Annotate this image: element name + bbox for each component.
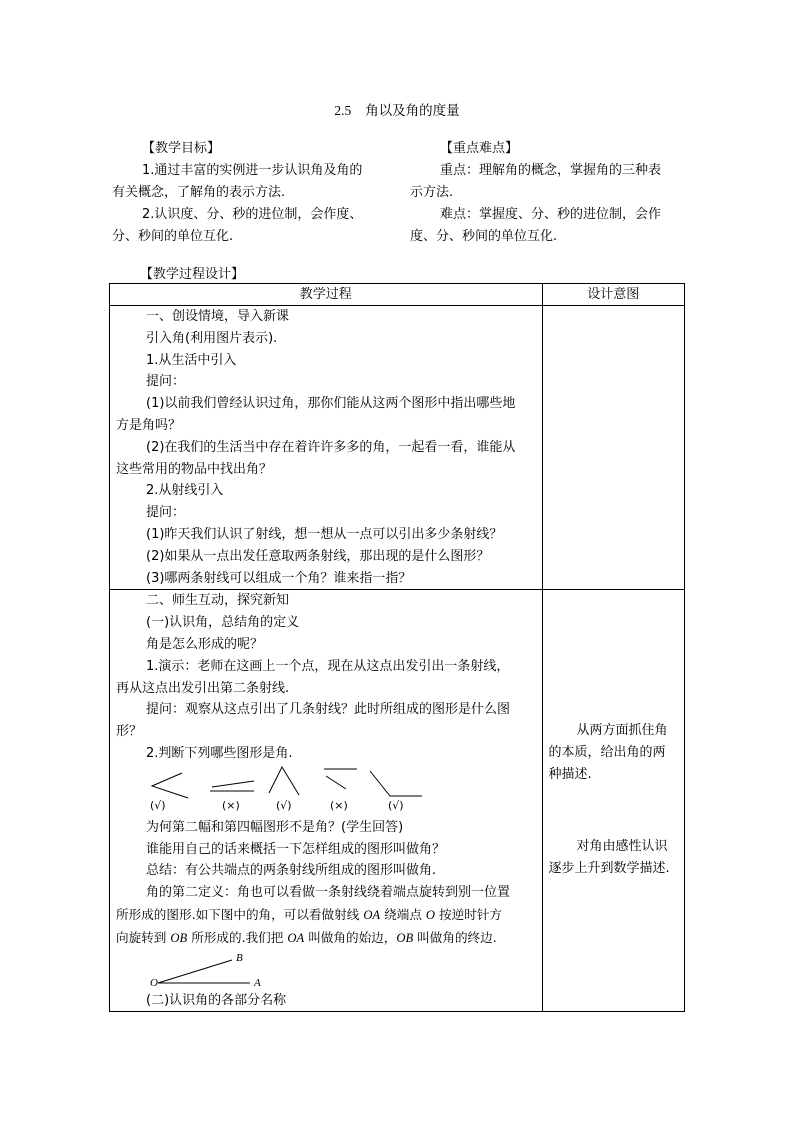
ray-OB xyxy=(158,960,232,983)
text-line: 谁能用自己的话来概括一下怎样组成的图形叫做角？ xyxy=(146,841,446,857)
goals-heading: 【教学目标】 xyxy=(142,141,221,156)
text-line: 二、师生互动，探究新知 xyxy=(146,593,290,609)
figure-1-mark: (√) xyxy=(150,798,166,812)
key-point-1: 重点：理解角的概念，掌握角的三种表 xyxy=(440,163,662,178)
text-line: 1.演示：老师在这画上一个点，现在从这点出发引出一条射线， xyxy=(146,658,510,674)
angle-aob-svg xyxy=(144,950,304,994)
goal-2: 2.认识度、分、秒的进位制，会作度、 xyxy=(142,207,363,222)
figure-2-mark: (×) xyxy=(222,798,240,812)
key-points xyxy=(410,138,686,248)
text-line: 再从这点出发引出第二条射线. xyxy=(116,680,290,696)
intent-cell-empty xyxy=(542,306,684,590)
goal-2-cont: 分、秒间的单位互化. xyxy=(112,229,234,244)
figure-4-lines xyxy=(324,769,357,789)
text-line: (1)昨天我们认识了射线，想一想从一点可以引出多少条射线？ xyxy=(146,526,503,542)
goal-1-cont: 有关概念，了解角的表示方法. xyxy=(112,185,286,200)
text-line: 提问：观察从这点引出了几条射线？此时所组成的图形是什么图 xyxy=(146,702,511,718)
text-line: 这些常用的物品中找出角？ xyxy=(116,461,273,477)
sym-O: O xyxy=(425,907,436,922)
text-line: (2)在我们的生活当中存在着许许多多的角，一起看一看，谁能从 xyxy=(146,439,516,455)
sym-OA: OA xyxy=(287,930,305,945)
text-line: 2.判断下列哪些图形是角. xyxy=(146,745,293,761)
text-line: 角的第二定义：角也可以看做一条射线绕着端点旋转到别一位置 xyxy=(146,885,511,901)
figure-4-mark: (×) xyxy=(330,798,348,812)
text-line: 2.从射线引入 xyxy=(146,483,224,499)
intent-note-1: 从两方面抓住角 的本质，给出角的两 种描述. xyxy=(548,723,668,783)
text-line-mixed: 向旋转到 OB 所形成的.我们把 OA 叫做角的始边，OB 叫做角的终边. xyxy=(116,929,497,945)
intent-note-2: 对角由感性认识 逐步上升到数学描述. xyxy=(548,839,670,877)
angle-aob-figure xyxy=(116,950,542,994)
row-intro xyxy=(110,306,543,590)
text-line: (二)认识角的各部分名称 xyxy=(146,992,287,1008)
text-line: 提问： xyxy=(146,505,186,521)
key-point-2: 难点：掌握度、分、秒的进位制，会作 xyxy=(440,207,662,222)
figure-2-lines xyxy=(210,781,254,791)
angle-judgement-figures xyxy=(116,765,542,817)
design-heading: 【教学过程设计】 xyxy=(140,267,245,282)
text-line: 引入角(利用图片表示). xyxy=(146,330,278,346)
text-line: (一)认识角，总结角的定义 xyxy=(146,615,300,631)
sym-OB: OB xyxy=(170,930,188,945)
col-header-process: 教学过程 xyxy=(110,284,543,306)
point-A-label: A xyxy=(254,976,261,989)
point-B-label: B xyxy=(236,951,243,964)
intent-cell xyxy=(542,590,684,1012)
text-line: 角是怎么形成的呢？ xyxy=(146,636,264,652)
figure-5-mark: (√) xyxy=(388,798,404,812)
text-line: 形？ xyxy=(116,724,143,740)
figure-3-angle xyxy=(269,767,299,795)
text-line: (1)以前我们曾经认识过角，那你们能从这两个图形中指出哪些地 xyxy=(146,396,516,412)
goal-1: 1.通过丰富的实例进一步认识角及角的 xyxy=(142,163,363,178)
section-number: 2.5 xyxy=(334,103,352,118)
text-line: 提问： xyxy=(146,374,186,390)
figure-3-mark: (√) xyxy=(276,798,292,812)
page-title xyxy=(0,99,794,119)
text-line: 一、创设情境，导入新课 xyxy=(146,309,290,324)
section-title: 角以及角的度量 xyxy=(365,103,460,119)
sym-OA: OA xyxy=(363,907,381,922)
text-line: 为何第二幅和第四幅图形不是角？(学生回答) xyxy=(146,819,404,835)
key-point-1-cont: 示方法. xyxy=(410,185,454,200)
figure-5-angle xyxy=(370,771,422,796)
figure-1-angle xyxy=(152,773,188,798)
sym-OB: OB xyxy=(396,930,414,945)
col-header-intent: 设计意图 xyxy=(542,284,684,306)
text-line: 方是角吗？ xyxy=(116,417,182,433)
text-line: 1.从生活中引入 xyxy=(146,352,237,368)
point-O-label: O xyxy=(150,976,158,989)
teaching-goals xyxy=(112,138,392,248)
text-line: (2)如果从一点出发任意取两条射线，那出现的是什么图形？ xyxy=(146,548,490,564)
row-explore xyxy=(110,590,543,1012)
keypoints-heading: 【重点难点】 xyxy=(440,141,519,156)
key-point-2-cont: 度、分、秒间的单位互化. xyxy=(410,229,558,244)
text-line-mixed: 所形成的图形.如下图中的角，可以看做射线 OA 绕端点 O 按逆时针方 xyxy=(116,906,503,922)
text-line: (3)哪两条射线可以组成一个角？谁来指一指？ xyxy=(146,570,412,586)
process-table xyxy=(109,283,685,1012)
text-line: 总结：有公共端点的两条射线所组成的图形叫做角. xyxy=(146,863,437,879)
